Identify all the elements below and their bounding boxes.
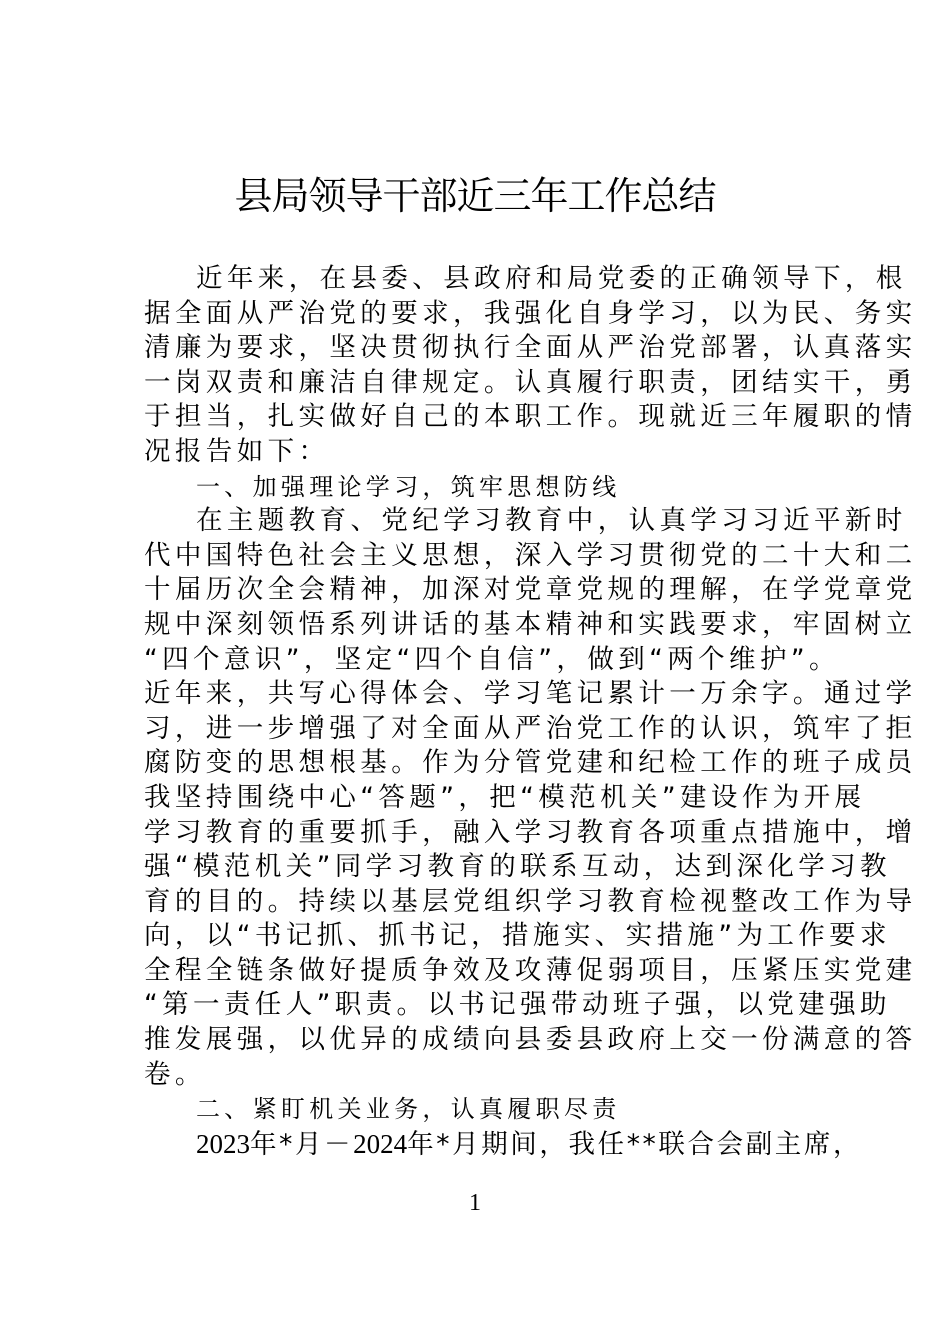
year-end: 2024 [353,1128,408,1159]
paragraph-line: 近年来，共写心得体会、学习笔记累计一万余字。通过学 [144,678,917,710]
document-title: 县局领导干部近三年工作总结 [234,174,716,218]
page-number: 1 [469,1190,481,1216]
paragraph-line: “四个意识”，坚定“四个自信”，做到“两个维护”。 [144,643,840,675]
paragraph-line: 据全面从严治党的要求，我强化自身学习，以为民、务实 [144,297,917,329]
section-heading-2: 二、紧盯机关业务，认真履职尽责 [196,1095,621,1124]
date-range-text: 年*月－ [250,1128,354,1160]
paragraph-line: 育的目的。持续以基层党组织学习教育检视整改工作为导 [144,885,917,917]
paragraph-line: 我坚持围绕中心“答题”，把“模范机关”建设作为开展 [144,781,866,813]
paragraph-line: 况报告如下： [144,435,330,467]
paragraph-line: “第一责任人”职责。以书记强带动班子强，以党建强助 [144,989,891,1021]
paragraph-line: 规中深刻领悟系列讲话的基本精神和实践要求，牢固树立 [144,608,917,640]
paragraph-line: 于担当，扎实做好自己的本职工作。现就近三年履职的情 [144,401,917,433]
paragraph-line: 代中国特色社会主义思想，深入学习贯彻党的二十大和二 [144,539,917,571]
section-heading-1: 一、加强理论学习，筑牢思想防线 [196,472,621,501]
paragraph-line: 腐防变的思想根基。作为分管党建和纪检工作的班子成员 [144,747,917,779]
paragraph-line: 近年来，在县委、县政府和局党委的正确领导下，根 [196,263,907,294]
paragraph-line: 清廉为要求，坚决贯彻执行全面从严治党部署，认真落实 [144,332,917,364]
year-start: 2023 [196,1128,250,1159]
paragraph-line: 强“模范机关”同学习教育的联系互动，达到深化学习教 [144,851,891,883]
document-body [144,262,917,1161]
paragraph-line: 在主题教育、党纪学习教育中，认真学习习近平新时 [196,505,907,537]
paragraph-line: 十届历次全会精神，加深对党章党规的理解，在学党章党 [144,574,917,606]
paragraph-line: 卷。 [144,1058,206,1090]
paragraph-line: 全程全链条做好提质争效及攻薄促弱项目，压紧压实党建 [144,954,917,986]
paragraph-line: 学习教育的重要抓手，融入学习教育各项重点措施中，增 [144,816,917,848]
paragraph-line: 习，进一步增强了对全面从严治党工作的认识，筑牢了拒 [144,712,917,744]
role-text: 年*月期间，我任**联合会副主席， [407,1128,863,1160]
paragraph-line: 向，以“书记抓、抓书记，措施实、实措施”为工作要求 [144,920,891,952]
paragraph-line [144,1127,863,1162]
paragraph-line: 一岗双责和廉洁自律规定。认真履行职责，团结实干，勇 [144,366,917,398]
paragraph-line: 推发展强，以优异的成绩向县委县政府上交一份满意的答 [144,1024,917,1056]
